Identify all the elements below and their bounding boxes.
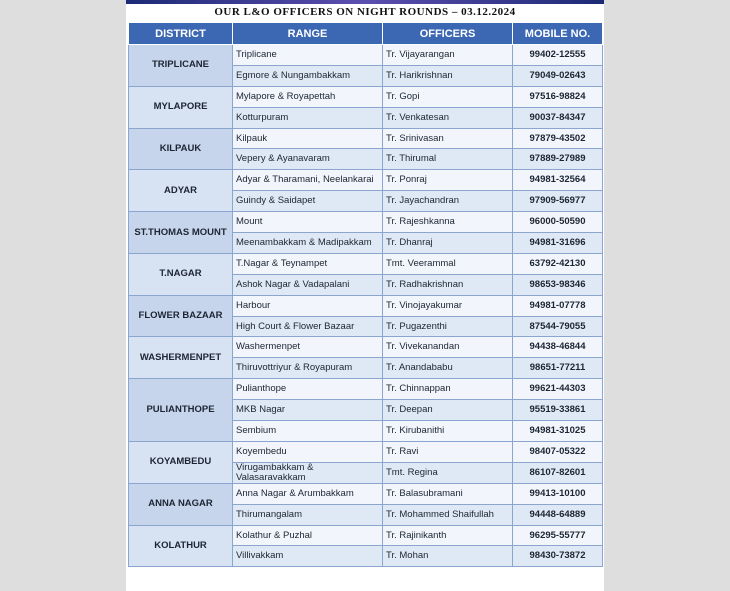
mobile-cell: 96000-50590 <box>513 212 603 233</box>
range-cell: T.Nagar & Teynampet <box>233 253 383 274</box>
column-header-officers: OFFICERS <box>383 23 513 45</box>
range-cell: Villivakkam <box>233 546 383 567</box>
table-row <box>129 128 603 149</box>
document-page <box>126 0 604 591</box>
officer-cell: Tr. Srinivasan <box>383 128 513 149</box>
mobile-cell: 63792-42130 <box>513 253 603 274</box>
mobile-cell: 94981-07778 <box>513 295 603 316</box>
range-cell: Triplicane <box>233 45 383 66</box>
table-row <box>129 441 603 462</box>
range-cell: Sembium <box>233 421 383 442</box>
mobile-cell: 95519-33861 <box>513 400 603 421</box>
table-row <box>129 212 603 233</box>
range-cell: Pulianthope <box>233 379 383 400</box>
column-header-mobile: MOBILE NO. <box>513 23 603 45</box>
page-title: OUR L&O OFFICERS ON NIGHT ROUNDS – 03.12.2024 <box>214 6 516 18</box>
mobile-cell: 90037-84347 <box>513 107 603 128</box>
top-banner-strip <box>126 0 604 4</box>
column-header-range: RANGE <box>233 23 383 45</box>
district-cell: PULIANTHOPE <box>129 379 233 442</box>
mobile-cell: 94981-31025 <box>513 421 603 442</box>
district-cell: ST.THOMAS MOUNT <box>129 212 233 254</box>
officer-cell: Tmt. Veerammal <box>383 253 513 274</box>
range-cell: Thiruvottriyur & Royapuram <box>233 358 383 379</box>
table-row <box>129 483 603 504</box>
range-cell: Washermenpet <box>233 337 383 358</box>
mobile-cell: 79049-02643 <box>513 65 603 86</box>
mobile-cell: 98430-73872 <box>513 546 603 567</box>
officer-cell: Tr. Vivekanandan <box>383 337 513 358</box>
officer-cell: Tr. Mohan <box>383 546 513 567</box>
range-cell: Mylapore & Royapettah <box>233 86 383 107</box>
officers-table <box>128 22 603 567</box>
district-cell: ADYAR <box>129 170 233 212</box>
range-cell: Vepery & Ayanavaram <box>233 149 383 170</box>
mobile-cell: 96295-55777 <box>513 525 603 546</box>
officer-cell: Tr. Radhakrishnan <box>383 274 513 295</box>
header-row <box>129 23 603 45</box>
officer-cell: Tr. Pugazenthi <box>383 316 513 337</box>
range-cell: Virugambakkam & Valasaravakkam <box>233 462 383 483</box>
officer-cell: Tr. Anandababu <box>383 358 513 379</box>
table-row <box>129 295 603 316</box>
district-cell: TRIPLICANE <box>129 45 233 87</box>
officer-cell: Tr. Ravi <box>383 441 513 462</box>
mobile-cell: 94981-32564 <box>513 170 603 191</box>
mobile-cell: 98407-05322 <box>513 441 603 462</box>
mobile-cell: 99413-10100 <box>513 483 603 504</box>
range-cell: Kolathur & Puzhal <box>233 525 383 546</box>
range-cell: Ashok Nagar & Vadapalani <box>233 274 383 295</box>
officer-cell: Tr. Harikrishnan <box>383 65 513 86</box>
mobile-cell: 99621-44303 <box>513 379 603 400</box>
table-row <box>129 253 603 274</box>
district-cell: MYLAPORE <box>129 86 233 128</box>
district-cell: ANNA NAGAR <box>129 483 233 525</box>
district-cell: T.NAGAR <box>129 253 233 295</box>
column-header-district: DISTRICT <box>129 23 233 45</box>
mobile-cell: 98653-98346 <box>513 274 603 295</box>
range-cell: Meenambakkam & Madipakkam <box>233 233 383 254</box>
mobile-cell: 97909-56977 <box>513 191 603 212</box>
district-cell: KOYAMBEDU <box>129 441 233 483</box>
officer-cell: Tr. Balasubramani <box>383 483 513 504</box>
district-cell: KILPAUK <box>129 128 233 170</box>
range-cell: Guindy & Saidapet <box>233 191 383 212</box>
range-cell: Adyar & Tharamani, Neelankarai <box>233 170 383 191</box>
district-cell: KOLATHUR <box>129 525 233 567</box>
officer-cell: Tmt. Regina <box>383 462 513 483</box>
officer-cell: Tr. Rajeshkanna <box>383 212 513 233</box>
officer-cell: Tr. Venkatesan <box>383 107 513 128</box>
officer-cell: Tr. Deepan <box>383 400 513 421</box>
table-row <box>129 525 603 546</box>
officer-cell: Tr. Rajinikanth <box>383 525 513 546</box>
table-row <box>129 337 603 358</box>
mobile-cell: 99402-12555 <box>513 45 603 66</box>
mobile-cell: 97879-43502 <box>513 128 603 149</box>
range-cell: Anna Nagar & Arumbakkam <box>233 483 383 504</box>
table-row <box>129 170 603 191</box>
officer-cell: Tr. Dhanraj <box>383 233 513 254</box>
officer-cell: Tr. Vinojayakumar <box>383 295 513 316</box>
officer-cell: Tr. Mohammed Shaifullah <box>383 504 513 525</box>
range-cell: Egmore & Nungambakkam <box>233 65 383 86</box>
district-cell: FLOWER BAZAAR <box>129 295 233 337</box>
officer-cell: Tr. Chinnappan <box>383 379 513 400</box>
range-cell: Kilpauk <box>233 128 383 149</box>
range-cell: Thirumangalam <box>233 504 383 525</box>
table-row <box>129 45 603 66</box>
officer-cell: Tr. Thirumal <box>383 149 513 170</box>
district-cell: WASHERMENPET <box>129 337 233 379</box>
mobile-cell: 86107-82601 <box>513 462 603 483</box>
range-cell: High Court & Flower Bazaar <box>233 316 383 337</box>
mobile-cell: 94448-64889 <box>513 504 603 525</box>
range-cell: Mount <box>233 212 383 233</box>
officer-cell: Tr. Kirubanithi <box>383 421 513 442</box>
table-row <box>129 379 603 400</box>
mobile-cell: 97516-98824 <box>513 86 603 107</box>
table-row <box>129 86 603 107</box>
mobile-cell: 94981-31696 <box>513 233 603 254</box>
officer-cell: Tr. Ponraj <box>383 170 513 191</box>
range-cell: Harbour <box>233 295 383 316</box>
mobile-cell: 94438-46844 <box>513 337 603 358</box>
mobile-cell: 97889-27989 <box>513 149 603 170</box>
officer-cell: Tr. Vijayarangan <box>383 45 513 66</box>
range-cell: Koyembedu <box>233 441 383 462</box>
table-body <box>129 45 603 567</box>
mobile-cell: 87544-79055 <box>513 316 603 337</box>
range-cell: Kotturpuram <box>233 107 383 128</box>
mobile-cell: 98651-77211 <box>513 358 603 379</box>
officer-cell: Tr. Gopi <box>383 86 513 107</box>
officer-cell: Tr. Jayachandran <box>383 191 513 212</box>
range-cell: MKB Nagar <box>233 400 383 421</box>
